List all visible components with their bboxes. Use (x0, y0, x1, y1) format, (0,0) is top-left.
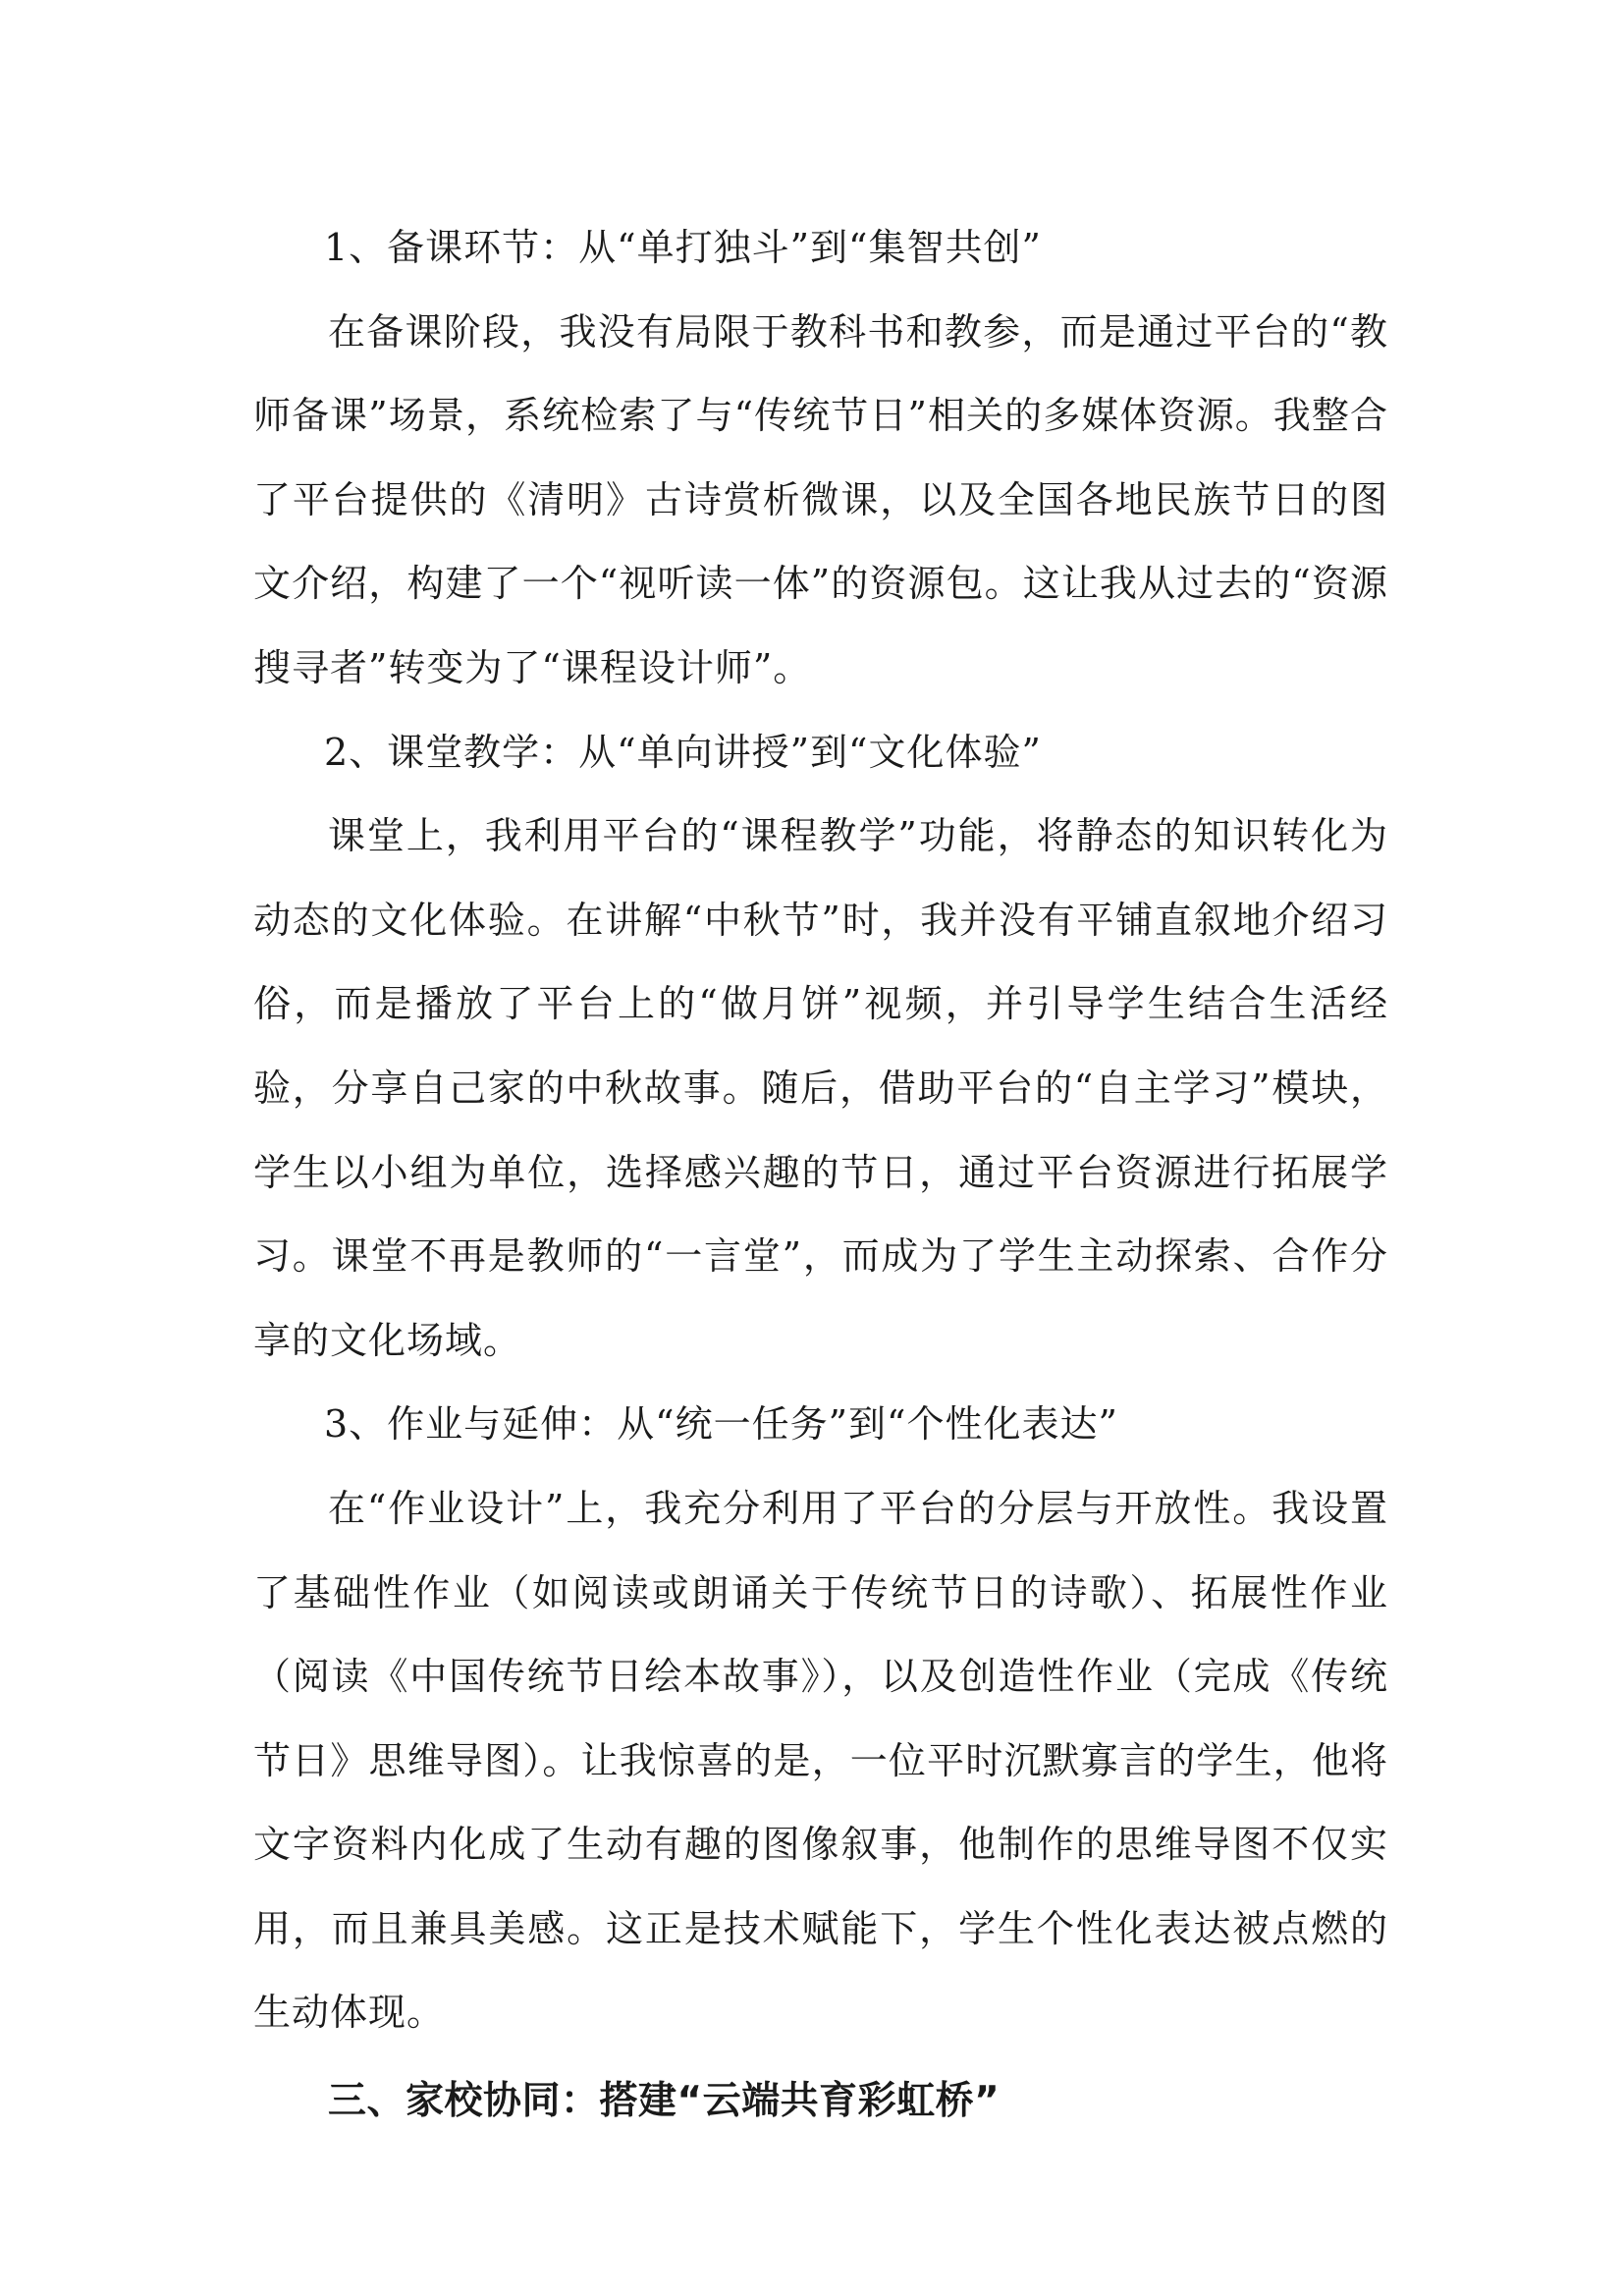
document-body (253, 206, 1388, 2144)
section-1-heading: 1、备课环节：从“单打独斗”到“集智共创” (324, 226, 1042, 269)
section-2-heading: 2、课堂教学：从“单向讲授”到“文化体验” (324, 730, 1042, 774)
section-1-paragraph: 在备课阶段，我没有局限于教科书和教参，而是通过平台的“教师备课”场景，系统检索了与“传统节日”相关的多媒体资源。我整合了平台提供的《清明》古诗赏析微课，以及全国各地民族节日的图文介绍，构建了一个“视听读一体”的资源包。这让我从过去的“资源搜寻者”转变为了“课程设计师”。 (253, 309, 1388, 689)
section-2-paragraph: 课堂上，我利用平台的“课程教学”功能，将静态的知识转化为动态的文化体验。在讲解“中秋节”时，我并没有平铺直叙地介绍习俗，而是播放了平台上的“做月饼”视频，并引导学生结合生活经验，分享自己家的中秋故事。随后，借助平台的“自主学习”模块，学生以小组为单位，选择感兴趣的节日，通过平台资源进行拓展学习。课堂不再是教师的“一言堂”，而成为了学生主动探索、合作分享的文化场域。 (253, 814, 1388, 1362)
section-3-heading: 3、作业与延伸：从“统一任务”到“个性化表达” (324, 1402, 1118, 1447)
chapter-3-heading: 三、家校协同：搭建“云端共育彩虹桥” (328, 2079, 1001, 2124)
section-3-paragraph: 在“作业设计”上，我充分利用了平台的分层与开放性。我设置了基础性作业（如阅读或朗诵关于传统节日的诗歌）、拓展性作业（阅读《中国传统节日绘本故事》），以及创造性作业（完成《传统节日》思维导图）。让我惊喜的是，一位平时沉默寡言的学生，他将文字资料内化成了生动有趣的图像叙事，他制作的思维导图不仅实用，而且兼具美感。这正是技术赋能下，学生个性化表达被点燃的生动体现。 (253, 1486, 1388, 2035)
